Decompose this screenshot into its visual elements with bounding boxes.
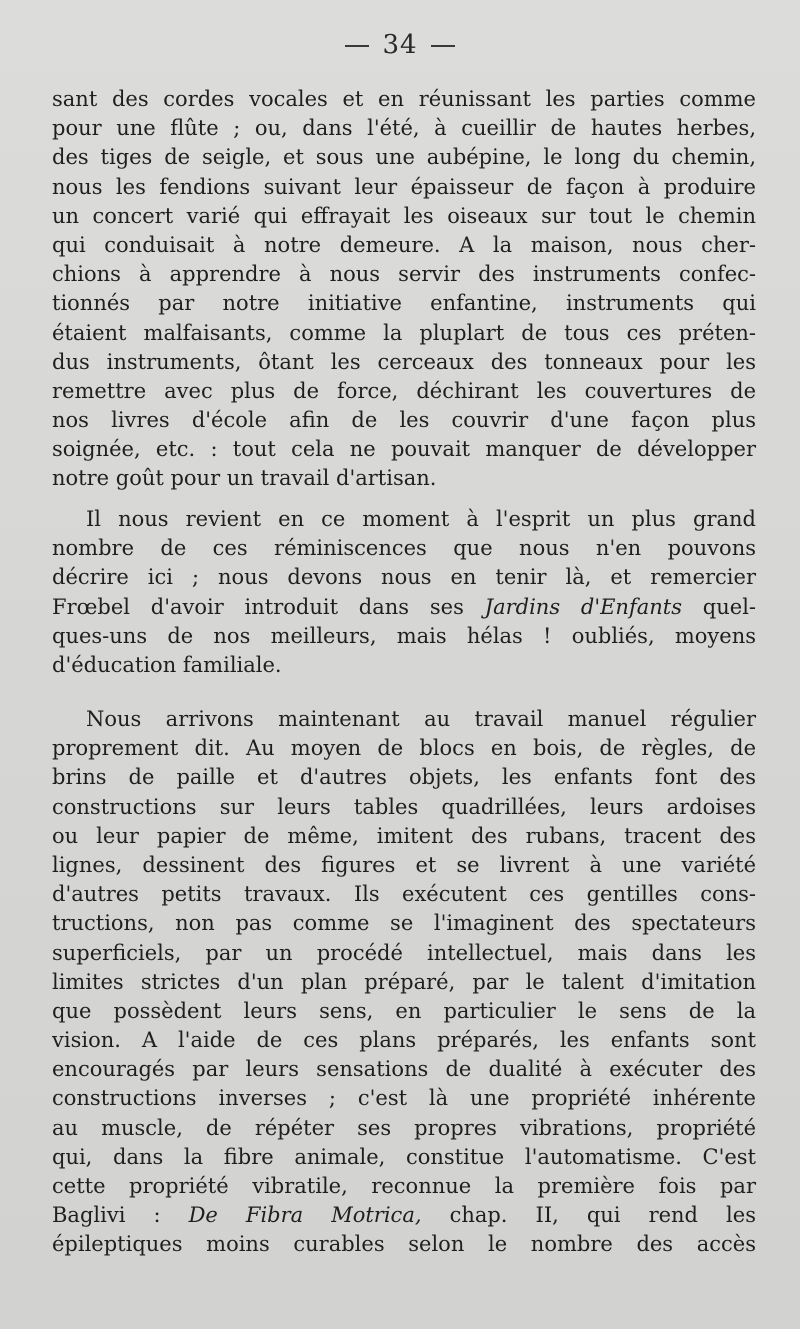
text-line: soignée, etc. : tout cela ne pouvait manquer de développer [52, 437, 756, 462]
text-line: des tiges de seigle, et sous une aubépine, le long du chemin, [52, 145, 756, 170]
text-line: limites strictes d'un plan préparé, par le talent d'imitation [52, 969, 756, 994]
text-segment: Frœbel d'avoir introduit dans ses [52, 594, 464, 619]
text-line: remettre avec plus de force, déchirant les couvertures de [52, 378, 756, 403]
text-line: un concert varié qui effrayait les oiseaux sur tout le chemin [52, 203, 756, 228]
text-line: au muscle, de répéter ses propres vibrations, propriété [52, 1115, 756, 1140]
text-line: tionnés par notre initiative enfantine, instruments qui [52, 291, 756, 316]
text-line: chions à apprendre à nous servir des instruments confec- [52, 262, 756, 287]
text-line: constructions inverses ; c'est là une propriété inhérente [52, 1086, 756, 1111]
text-line: dus instruments, ôtant les cerceaux des tonneaux pour les [52, 349, 756, 374]
text-line: lignes, dessinent des figures et se livrent à une variété [52, 852, 756, 877]
text-line: étaient malfaisants, comme la pluplart de tous ces préten- [52, 320, 756, 345]
text-line: d'autres petits travaux. Ils exécutent ces gentilles cons- [52, 882, 756, 907]
text-line: nombre de ces réminiscences que nous n'en pouvons [52, 536, 756, 561]
text-line: décrire ici ; nous devons nous en tenir là, et remercier [52, 565, 756, 590]
text-line: brins de paille et d'autres objets, les enfants font des [52, 765, 756, 790]
text-line-with-title [52, 593, 756, 622]
text-segment: chap. II, qui rend les [449, 1203, 756, 1228]
text-line: constructions sur leurs tables quadrillées, leurs ardoises [52, 794, 756, 819]
text-line: nous les fendions suivant leur épaisseur de façon à produire [52, 174, 756, 199]
text-line: Nous arrivons maintenant au travail manuel régulier [86, 707, 756, 731]
paragraph-2 [52, 505, 756, 680]
book-title: Jardins d'Enfants [484, 594, 682, 619]
text-line: pour une flûte ; ou, dans l'été, à cueillir de hautes herbes, [52, 116, 756, 141]
text-line: nos livres d'école afin de les couvrir d'une façon plus [52, 408, 756, 433]
text-line: épileptiques moins curables selon le nombre des accès [52, 1232, 756, 1257]
text-line: cette propriété vibratile, reconnue la première fois par [52, 1174, 756, 1198]
text-line: notre goût pour un travail d'artisan. [52, 466, 437, 491]
text-segment: quel- [702, 594, 757, 619]
paragraph-3 [52, 705, 756, 1260]
page-number [0, 30, 800, 60]
text-line: tructions, non pas comme se l'imaginent des spectateurs [52, 911, 756, 936]
text-line: superficiels, par un procédé intellectuel, mais dans les [52, 940, 756, 965]
text-line: qui conduisait à notre demeure. A la maison, nous cher- [52, 232, 756, 257]
paragraph-1 [52, 85, 756, 494]
text-line-with-title [52, 1201, 756, 1230]
text-line: sant des cordes vocales et en réunissant les parties comme [52, 87, 756, 111]
book-title: De Fibra Motrica, [188, 1203, 422, 1228]
text-line: vision. A l'aide de ces plans préparés, les enfants sont [52, 1028, 756, 1053]
text-segment: Baglivi : [52, 1203, 161, 1228]
text-line: ou leur papier de même, imitent des rubans, tracent des [52, 823, 756, 848]
text-line: proprement dit. Au moyen de blocs en bois, de règles, de [52, 736, 756, 761]
text-line: que possèdent leurs sens, en particulier le sens de la [52, 998, 756, 1023]
text-line: Il nous revient en ce moment à l'esprit un plus grand [86, 507, 756, 531]
page-number-dash-right [431, 45, 455, 47]
text-line: qui, dans la fibre animale, constitue l'automatisme. C'est [52, 1144, 756, 1169]
text-line: ques-uns de nos meilleurs, mais hélas ! oubliés, moyens [52, 623, 756, 648]
text-line: encouragés par leurs sensations de dualité à exécuter des [52, 1057, 756, 1082]
page-number-dash-left [345, 45, 369, 47]
text-line: d'éducation familiale. [52, 652, 282, 677]
page-number-text: 34 [382, 30, 418, 60]
